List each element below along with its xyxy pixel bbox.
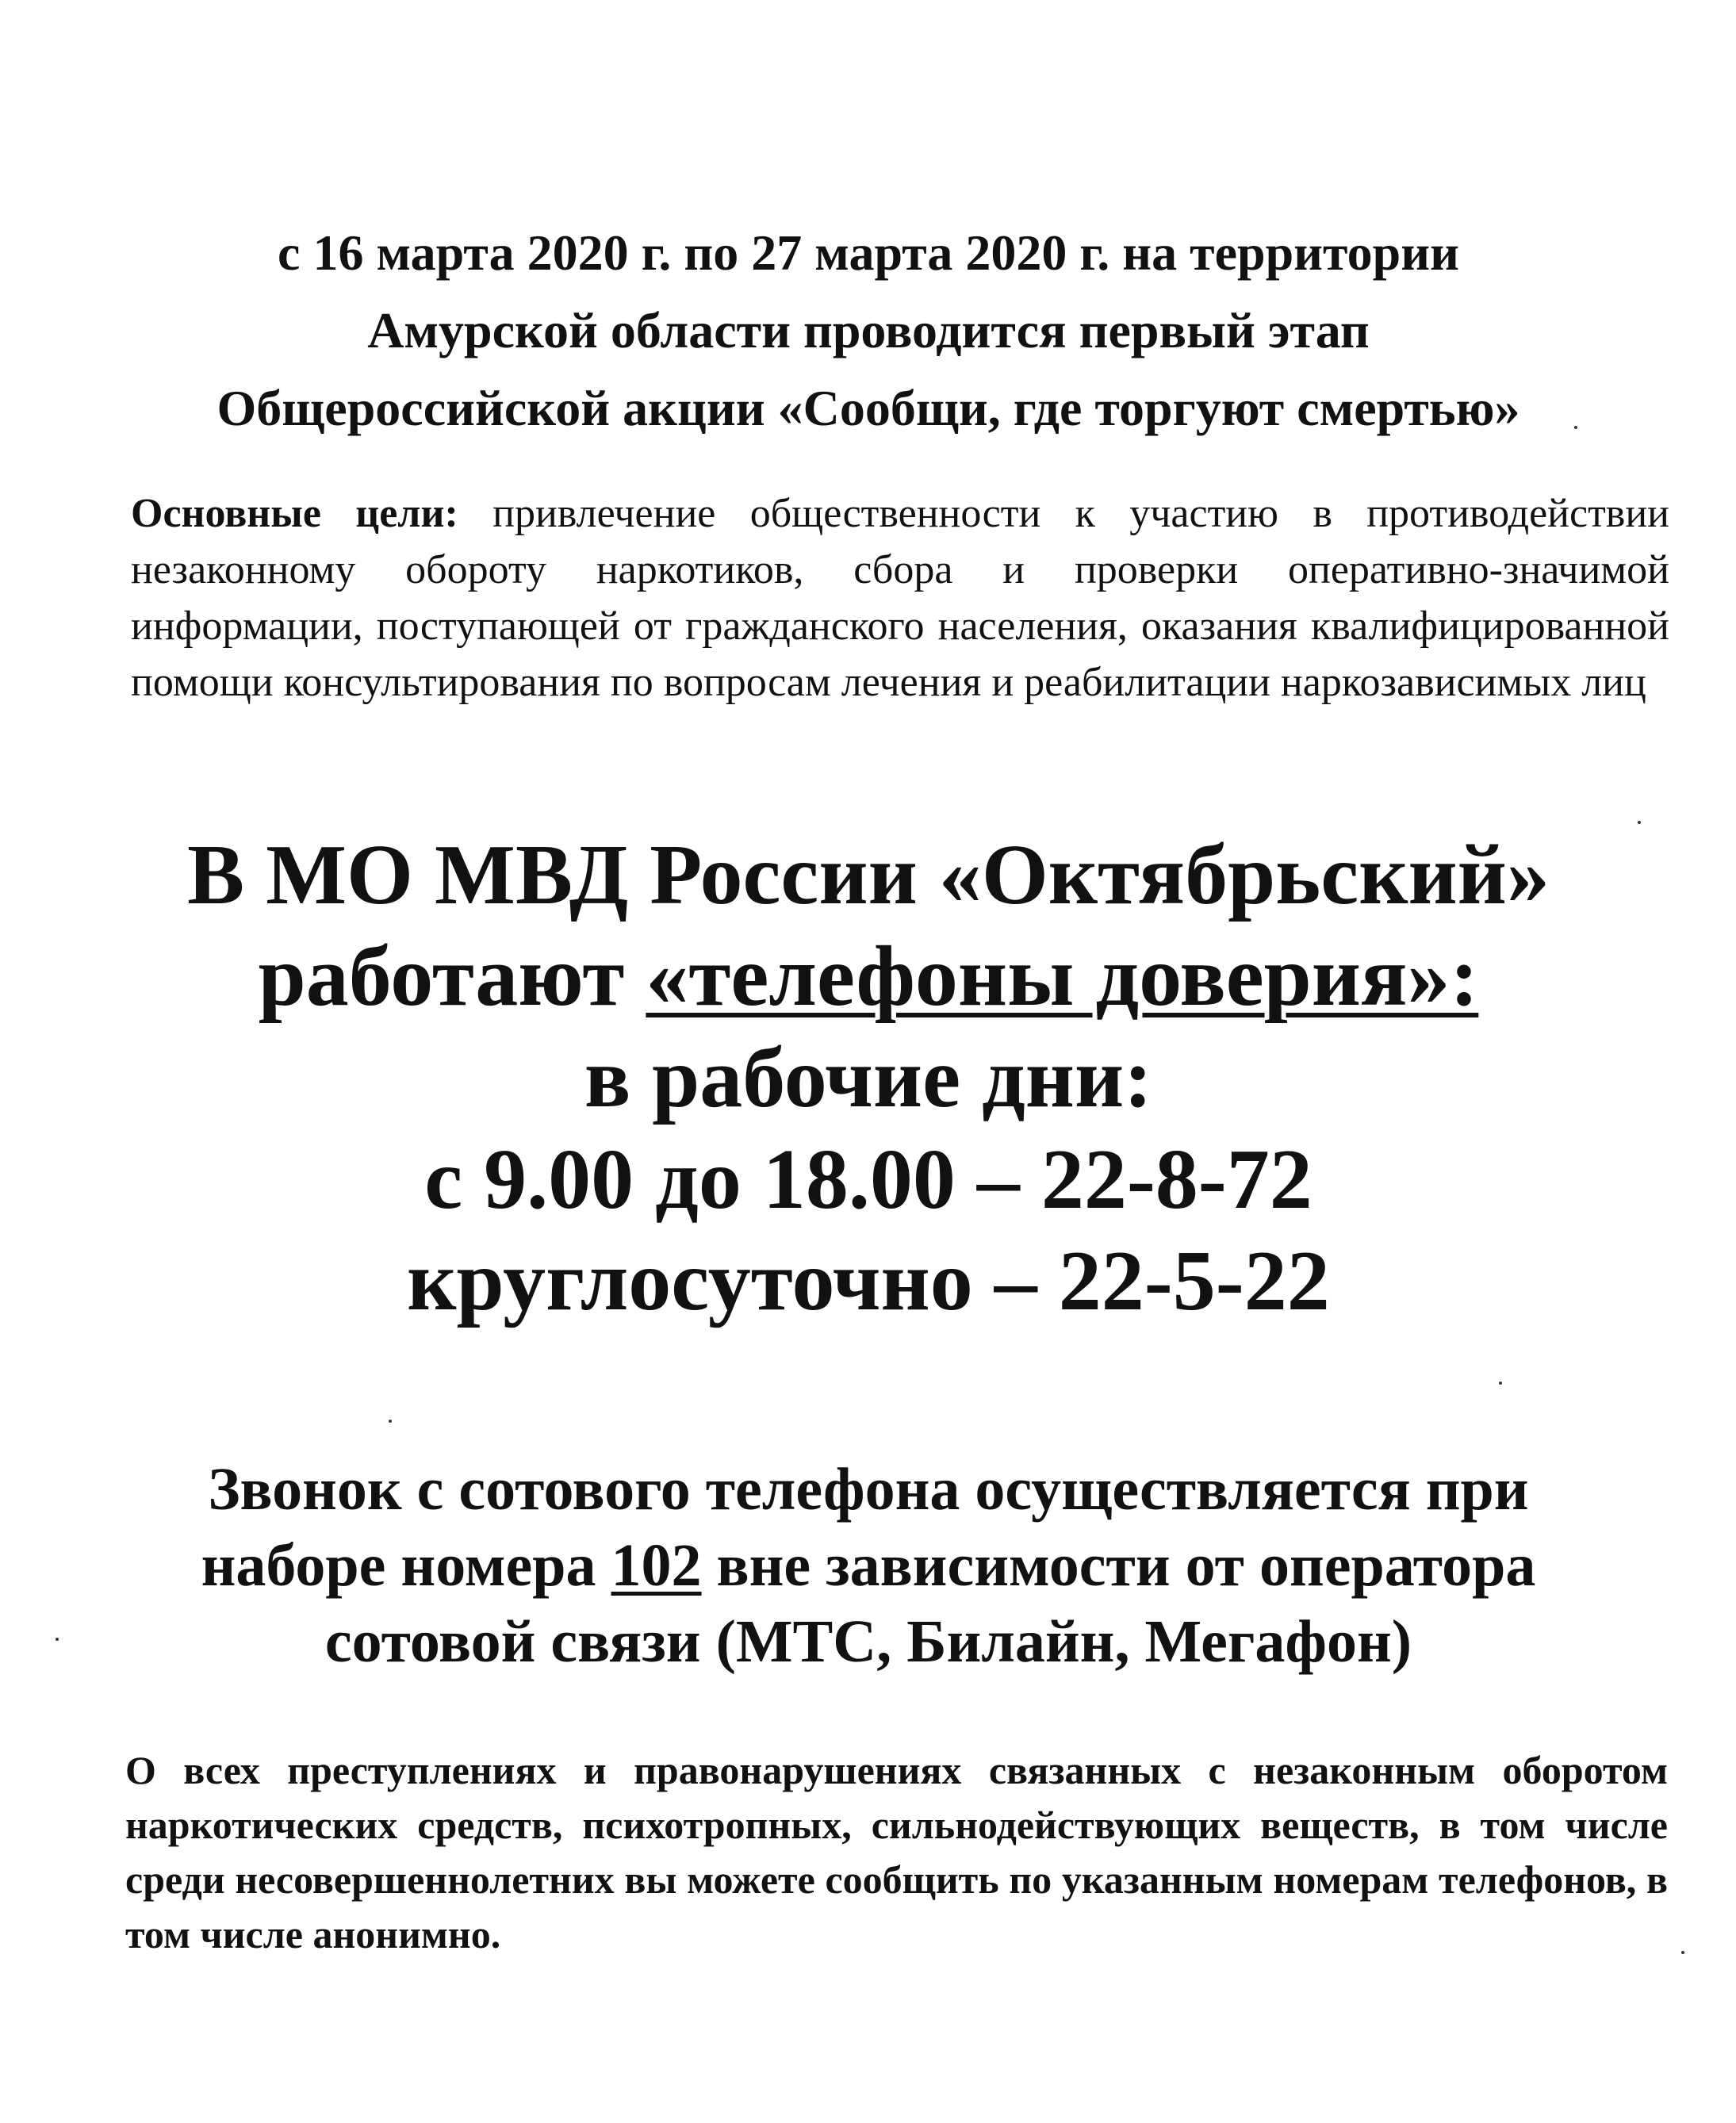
announcement-line-3: Общероссийской акции «Сообщи, где торгуют смертью» bbox=[217, 380, 1520, 436]
hotline-block bbox=[79, 825, 1657, 1332]
mobile-line-2 bbox=[103, 1527, 1634, 1604]
hotline-title-line bbox=[79, 926, 1657, 1028]
goals-lead: Основные цели: bbox=[131, 491, 458, 536]
hotline-title-prefix: работают bbox=[258, 929, 646, 1024]
scan-speck bbox=[1499, 1381, 1502, 1385]
announcement-heading bbox=[119, 214, 1618, 447]
mobile-line-3: сотовой связи (МТС, Билайн, Мегафон) bbox=[324, 1608, 1412, 1675]
announcement-line-1: с 16 марта 2020 г. по 27 марта 2020 г. на территории bbox=[278, 224, 1459, 281]
scan-speck bbox=[1574, 426, 1577, 429]
mobile-line-2-prefix: наборе номера bbox=[201, 1532, 611, 1599]
report-note: О всех преступлениях и правонарушениях связанных с незаконным оборотом наркотических средств, психотропных, сильнодействующих веществ, в том числе среди несовершеннолетних вы можете сообщить по указанным номерам телефонов, в том числе анонимно. bbox=[125, 1748, 1668, 1956]
hotline-title-underlined: «телефоны доверия»: bbox=[646, 929, 1479, 1024]
hotline-24h-number: круглосуточно – 22-5-22 bbox=[407, 1234, 1330, 1328]
mobile-emergency-number: 102 bbox=[611, 1532, 702, 1599]
hotline-workdays: в рабочие дни: bbox=[584, 1031, 1153, 1125]
hotline-department: В МО МВД России «Октябрьский» bbox=[187, 828, 1550, 922]
goals-text: привлечение общественности к участию в противодействии незаконному обороту наркотиков, сбора и проверки оперативно-значимой информации, поступающей от гражданского населения, оказания квалифицированной помощи консультирования по вопросам лечения и реабилитации наркозависимых лиц bbox=[131, 491, 1669, 705]
hotline-daytime-number: с 9.00 до 18.00 – 22-8-72 bbox=[424, 1132, 1313, 1227]
scan-speck bbox=[1638, 821, 1641, 824]
scan-speck bbox=[389, 1420, 392, 1423]
scan-speck bbox=[56, 1638, 59, 1641]
goals-paragraph bbox=[131, 485, 1669, 711]
mobile-line-1: Звонок с сотового телефона осуществляется при bbox=[208, 1456, 1529, 1523]
mobile-call-info bbox=[103, 1451, 1634, 1680]
announcement-line-2: Амурской области проводится первый этап bbox=[367, 302, 1370, 358]
scan-speck bbox=[1681, 1951, 1684, 1954]
mobile-line-2-suffix: вне зависимости от оператора bbox=[701, 1532, 1536, 1599]
